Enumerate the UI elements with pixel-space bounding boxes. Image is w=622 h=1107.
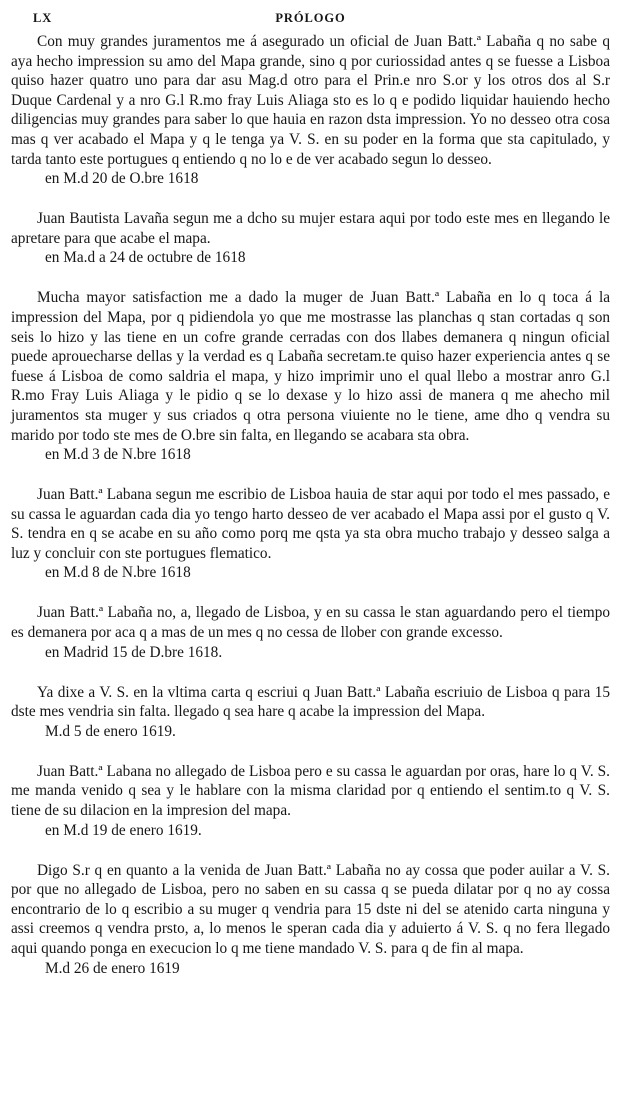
letter-text: Juan Batt.ª Labana no allegado de Lisboa pero e su cassa le aguardan por oras, hare lo q V. S. me manda venido q sea y le hablare con la misma claridad por q entiendo el sentim.to q V. S. tiene de su dilacion en la impresion del mapa. [11,762,610,820]
letter-date: en M.d 19 de enero 1619. [45,821,202,839]
letter-date: M.d 26 de enero 1619 [45,959,180,977]
page-number: LX [33,11,53,25]
letter-excerpt-2 [11,209,610,268]
letter-text: Juan Bautista Lavaña segun me a dcho su mujer estara aqui por todo este mes en llegando le apretare para que acabe el mapa. [11,210,610,247]
letter-date: en M.d 8 de N.bre 1618 [45,564,191,582]
letter-date: M.d 5 de enero 1619. [45,722,176,740]
letter-text: Juan Batt.ª Labaña no, a, llegado de Lisboa, y en su cassa le stan aguardando pero el tiempo es demanera por aca q a mas de un mes q no cessa de llober con grande excesso. [11,604,610,642]
page-header [11,8,610,32]
running-title: PRÓLOGO [275,11,346,25]
letter-excerpt-8 [11,861,610,979]
letter-excerpt-7 [11,762,610,841]
letter-text: Digo S.r q en quanto a la venida de Juan Batt.ª Labaña no ay cossa que poder auilar a V. S. por que no allegado de Lisboa, pero no saben en su cassa q se pueda dilatar por q no ay cossa encontrario de lo q escribio a su muger q vendria para 15 dste ni del se atenido carta ninguna y assi creemos q vendra prsto, a, lo menos le speran cada dia y aduierto á V. S. q no fera llegado aqui quando ponga en execucion lo q me tiene mandado V. S. para q de fin al mapa. [11,861,610,957]
letter-date: en Ma.d a 24 de octubre de 1618 [45,249,246,267]
letter-excerpt-3 [11,288,610,465]
letter-date: en M.d 20 de O.bre 1618 [45,170,199,188]
letter-text: Con muy grandes juramentos me á asegurado un oficial de Juan Batt.ª Labaña q no sabe q aya hecho impression su amo del Mapa grande, sino q por curiossidad antes q se fuesse a Lisboa quiso hazer quatro uno para dar asu Mag.d otro para el Prin.e nro S.or y los otros dos al S.r Duque Cardenal y a nro G.l R.mo fray Luis Aliaga sto es lo q e podido liquidar hauiendo hecho diligencias muy grandes para saber lo que hauia en razon dsta impression. Yo no desseo otra cosa mas q ver acabado el Mapa y q le tenga ya V. S. en su poder en la forma que sta capitulado, y tarda tanto este portugues q entiendo q no lo e de ver acabado segun lo desseo. [11,33,610,168]
letter-excerpt-1 [11,32,610,189]
letter-text: Mucha mayor satisfaction me a dado la muger de Juan Batt.ª Labaña en lo q toca á la impression del Mapa, por q pidiendola yo que me mostrasse las planchas q stan cortadas q son seis lo hizo y las tiene en un cofre grande cerradas con dos llabes demanera q ningun oficial puede aprouecharse dellas y la verdad es q Labaña secretam.te quiso hazer experiencia antes q se fuese á Lisboa de como saldria el mapa, y hizo imprimir uno el qual llebo a mostrar anro G.l R.mo Fray Luis Aliaga y le pidio q se lo dexase y lo hizo assi de manera q me ahecho mil juramentos sta muger y sus criados q otra persona viuiente no le tiene, ame dho q vendra su marido por todo ste mes de O.bre sin falta, en llegando se acabara sta obra. [11,289,610,444]
letter-excerpt-6 [11,683,610,742]
letter-date: en M.d 3 de N.bre 1618 [45,446,191,464]
letter-text: Juan Batt.ª Labana segun me escribio de Lisboa hauia de star aqui por todo el mes passado, e su cassa le aguardan cada dia yo tengo harto desseo de ver acabado el Mapa assi por el gusto q V. S. tendra en q se acabe en su año como porq me qsta ya sta obra mucho trabajo y desseo salga a luz y concluir con ste portugues flematico. [11,486,610,562]
letter-excerpt-4 [11,485,610,583]
letter-text: Ya dixe a V. S. en la vltima carta q escriui q Juan Batt.ª Labaña escriuio de Lisboa q para 15 dste mes vendria sin falta. llegado q sea hare q acabe la impression del Mapa. [11,683,610,721]
letter-excerpt-5 [11,603,610,662]
letter-date: en Madrid 15 de D.bre 1618. [45,643,223,661]
